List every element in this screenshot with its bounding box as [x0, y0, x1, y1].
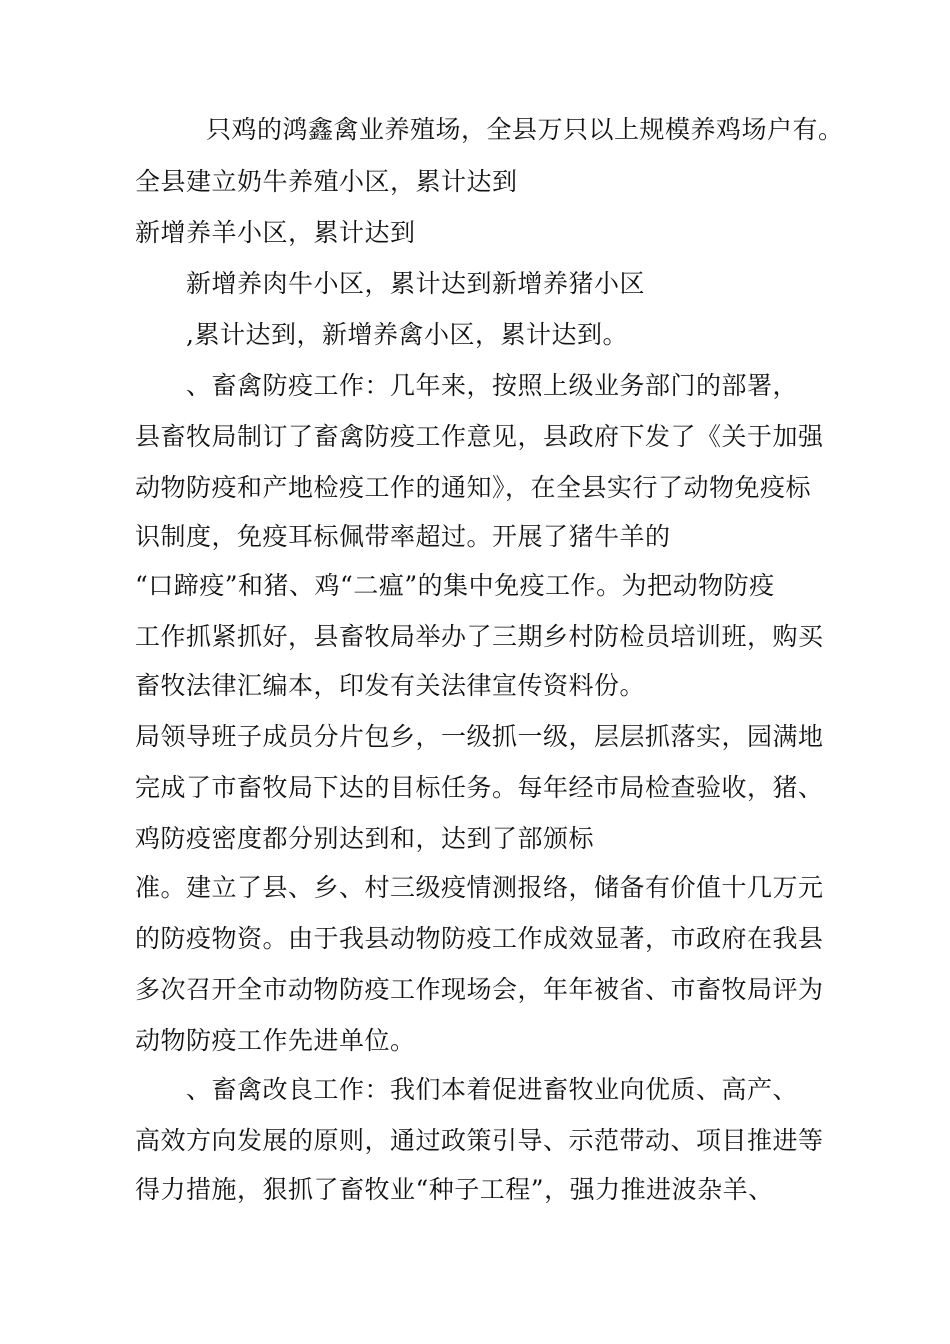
text-line-4: 新增养肉牛小区，累计达到新增养猪小区	[186, 269, 646, 298]
text-line-20: 、畜禽改良工作：我们本着促进畜牧业向优质、高产、	[186, 1075, 799, 1104]
text-line-11: 工作抓紧抓好，县畜牧局举办了三期乡村防检员培训班，购买	[135, 622, 824, 651]
text-line-7: 县畜牧局制订了畜禽防疫工作意见，县政府下发了《关于加强	[135, 422, 824, 451]
text-line-15: 鸡防疫密度都分别达到和，达到了部颁标	[135, 824, 595, 853]
text-line-2: 全县建立奶牛养殖小区，累计达到	[135, 167, 518, 196]
text-line-5: ,累计达到，新增养禽小区，累计达到。	[186, 320, 628, 349]
text-line-8: 动物防疫和产地检疫工作的通知》，在全县实行了动物免疫标	[135, 473, 812, 502]
text-line-9: 识制度，免疫耳标佩带率超过。开展了猪牛羊的	[135, 522, 671, 551]
text-line-12: 畜牧法律汇编本，印发有关法律宣传资料份。	[135, 671, 646, 700]
text-line-3: 新增养羊小区，累计达到	[135, 218, 416, 247]
text-line-1: 只鸡的鸿鑫禽业养殖场，全县万只以上规模养鸡场户有。	[206, 115, 844, 144]
text-line-21: 高效方向发展的原则，通过政策引导、示范带动、项目推进等	[135, 1126, 824, 1155]
text-line-6: 、畜禽防疫工作：几年来，按照上级业务部门的部署，	[186, 371, 799, 400]
text-line-19: 动物防疫工作先进单位。	[135, 1026, 416, 1055]
text-line-22: 得力措施，狠抓了畜牧业“种子工程”，强力推进波杂羊、	[135, 1175, 774, 1204]
text-line-13: 局领导班子成员分片包乡，一级抓一级，层层抓落实，园满地	[135, 722, 824, 751]
text-line-14: 完成了市畜牧局下达的目标任务。每年经市局检查验收，猪、	[135, 773, 824, 802]
text-line-18: 多次召开全市动物防疫工作现场会，年年被省、市畜牧局评为	[135, 975, 824, 1004]
text-line-17: 的防疫物资。由于我县动物防疫工作成效显著，市政府在我县	[135, 924, 824, 953]
text-line-10: “口蹄疫”和猪、鸡“二瘟”的集中免疫工作。为把动物防疫	[135, 571, 775, 600]
text-line-16: 准。建立了县、乡、村三级疫情测报络，储备有价值十几万元	[135, 873, 824, 902]
